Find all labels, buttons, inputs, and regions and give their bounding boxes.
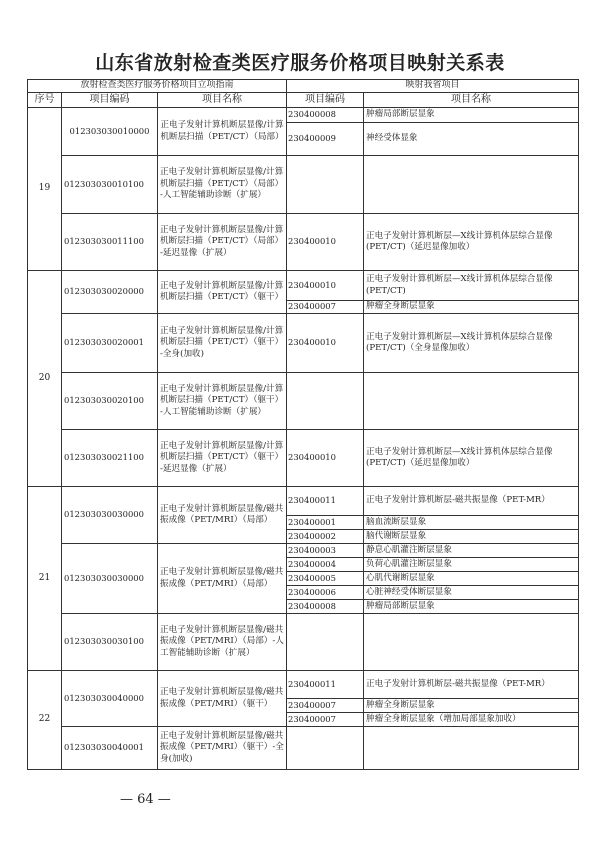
map-code-cell bbox=[287, 373, 364, 430]
map-code-cell: 230400011 bbox=[287, 487, 364, 516]
map-code-cell: 230400010 bbox=[287, 430, 364, 487]
map-code-cell: 230400008 bbox=[287, 600, 364, 614]
column-header-row bbox=[28, 93, 579, 108]
code-cell: 012303030030000 bbox=[62, 487, 158, 544]
code-cell: 012303030040000 bbox=[62, 671, 158, 727]
map-code-cell: 230400007 bbox=[287, 713, 364, 727]
map-code-cell bbox=[287, 727, 364, 770]
map-name-cell bbox=[364, 373, 579, 430]
map-code-cell: 230400006 bbox=[287, 586, 364, 600]
map-name-cell: 肿瘤全身断层显象（增加局部显象加收） bbox=[364, 713, 579, 727]
name-cell: 正电子发射计算机断层显像/计算机断层扫描（PET/CT）（躯干） bbox=[158, 271, 287, 314]
table-row bbox=[28, 614, 579, 671]
table-row bbox=[28, 544, 579, 558]
map-name-cell: 静息心肌灌注断层显象 bbox=[364, 544, 579, 558]
map-name-cell: 心肌代谢断层显象 bbox=[364, 572, 579, 586]
name-cell: 正电子发射计算机断层显像/磁共振成像（PET/MRI）（躯干） bbox=[158, 671, 287, 727]
name-cell: 正电子发射计算机断层显像/磁共振成像（PET/MRI）（局部）-人工智能辅助诊断（扩展） bbox=[158, 614, 287, 671]
code-cell: 012303030010100 bbox=[62, 156, 158, 214]
map-code-cell bbox=[287, 614, 364, 671]
map-name-cell bbox=[364, 727, 579, 770]
name-cell: 正电子发射计算机断层显像/磁共振成像（PET/MRI）（局部） bbox=[158, 544, 287, 614]
page-number: — 64 — bbox=[120, 792, 171, 807]
code-cell: 012303030021100 bbox=[62, 430, 158, 487]
code-cell: 012303030020001 bbox=[62, 314, 158, 373]
name-cell: 正电子发射计算机断层显像/磁共振成像（PET/MRI）（局部） bbox=[158, 487, 287, 544]
map-code-cell: 230400002 bbox=[287, 530, 364, 544]
map-name-cell: 肿瘤局部断层显象 bbox=[364, 108, 579, 123]
map-name-cell: 脑代谢断层显象 bbox=[364, 530, 579, 544]
map-code-cell: 230400010 bbox=[287, 214, 364, 271]
map-code-cell: 230400010 bbox=[287, 314, 364, 373]
table-row bbox=[28, 487, 579, 516]
name-cell: 正电子发射计算机断层显像/计算机断层扫描（PET/CT）（躯干）-人工智能辅助诊断（扩展） bbox=[158, 373, 287, 430]
group-header-right: 映射我省项目 bbox=[287, 80, 579, 93]
map-name-cell: 正电子发射计算机断层—X线计算机体层综合显像(PET/CT)（全身显像加收） bbox=[364, 314, 579, 373]
map-name-cell: 正电子发射计算机断层-磁共振显像（PET-MR） bbox=[364, 671, 579, 699]
col-header-map-code: 项目编码 bbox=[287, 93, 364, 108]
seq-cell: 21 bbox=[28, 487, 62, 671]
code-cell: 012303030011100 bbox=[62, 214, 158, 271]
map-name-cell: 正电子发射计算机断层—X线计算机体层综合显像(PET/CT) bbox=[364, 271, 579, 301]
code-cell: 012303030030000 bbox=[62, 544, 158, 614]
code-cell: 012303030030100 bbox=[62, 614, 158, 671]
map-code-cell: 230400007 bbox=[287, 301, 364, 314]
col-header-code: 项目编码 bbox=[62, 93, 158, 108]
map-name-cell: 正电子发射计算机断层—X线计算机体层综合显像(PET/CT)（延迟显像加收） bbox=[364, 430, 579, 487]
table-row bbox=[28, 214, 579, 271]
table-row bbox=[28, 108, 579, 123]
table-row bbox=[28, 314, 579, 373]
seq-cell: 19 bbox=[28, 108, 62, 271]
map-code-cell: 230400010 bbox=[287, 271, 364, 301]
map-code-cell: 230400003 bbox=[287, 544, 364, 558]
table-row bbox=[28, 156, 579, 214]
group-header-row bbox=[28, 80, 579, 93]
mapping-table bbox=[27, 79, 579, 770]
map-name-cell: 肿瘤全身断层显象 bbox=[364, 699, 579, 713]
map-code-cell: 230400001 bbox=[287, 516, 364, 530]
code-cell: 012303030020100 bbox=[62, 373, 158, 430]
map-name-cell: 正电子发射计算机断层—X线计算机体层综合显像(PET/CT)（延迟显像加收） bbox=[364, 214, 579, 271]
map-name-cell: 心脏神经受体断层显象 bbox=[364, 586, 579, 600]
col-header-name: 项目名称 bbox=[158, 93, 287, 108]
code-cell: 012303030010000 bbox=[62, 108, 158, 156]
map-code-cell: 230400011 bbox=[287, 671, 364, 699]
map-name-cell: 脑血流断层显象 bbox=[364, 516, 579, 530]
map-code-cell: 230400009 bbox=[287, 123, 364, 156]
name-cell: 正电子发射计算机断层显像/计算机断层扫描（PET/CT）（局部）-延迟显像（扩展） bbox=[158, 214, 287, 271]
table-row bbox=[28, 373, 579, 430]
map-name-cell: 肿瘤全身断层显象 bbox=[364, 301, 579, 314]
map-code-cell: 230400004 bbox=[287, 558, 364, 572]
group-header-left: 放射检查类医疗服务价格项目立项指南 bbox=[28, 80, 287, 93]
map-code-cell: 230400008 bbox=[287, 108, 364, 123]
map-code-cell: 230400005 bbox=[287, 572, 364, 586]
table-row bbox=[28, 727, 579, 770]
name-cell: 正电子发射计算机断层显像/计算机断层扫描（PET/CT）（局部） bbox=[158, 108, 287, 156]
map-name-cell: 神经受体显象 bbox=[364, 123, 579, 156]
col-header-seq: 序号 bbox=[28, 93, 62, 108]
name-cell: 正电子发射计算机断层显像/计算机断层扫描（PET/CT）（躯干）-延迟显像（扩展） bbox=[158, 430, 287, 487]
name-cell: 正电子发射计算机断层显像/磁共振成像（PET/MRI）（躯干）-全身(加收) bbox=[158, 727, 287, 770]
code-cell: 012303030020000 bbox=[62, 271, 158, 314]
table-row bbox=[28, 430, 579, 487]
map-name-cell: 正电子发射计算机断层-磁共振显像（PET-MR） bbox=[364, 487, 579, 516]
map-code-cell: 230400007 bbox=[287, 699, 364, 713]
map-code-cell bbox=[287, 156, 364, 214]
table-row bbox=[28, 271, 579, 301]
map-name-cell: 肿瘤局部断层显象 bbox=[364, 600, 579, 614]
map-name-cell bbox=[364, 156, 579, 214]
map-name-cell: 负荷心肌灌注断层显象 bbox=[364, 558, 579, 572]
name-cell: 正电子发射计算机断层显像/计算机断层扫描（PET/CT）（局部）-人工智能辅助诊断（扩展） bbox=[158, 156, 287, 214]
seq-cell: 20 bbox=[28, 271, 62, 487]
page-title: 山东省放射检查类医疗服务价格项目映射关系表 bbox=[95, 52, 505, 74]
col-header-map-name: 项目名称 bbox=[364, 93, 579, 108]
map-name-cell bbox=[364, 614, 579, 671]
seq-cell: 22 bbox=[28, 671, 62, 770]
code-cell: 012303030040001 bbox=[62, 727, 158, 770]
name-cell: 正电子发射计算机断层显像/计算机断层扫描（PET/CT）（躯干）-全身(加收) bbox=[158, 314, 287, 373]
table-row bbox=[28, 671, 579, 699]
